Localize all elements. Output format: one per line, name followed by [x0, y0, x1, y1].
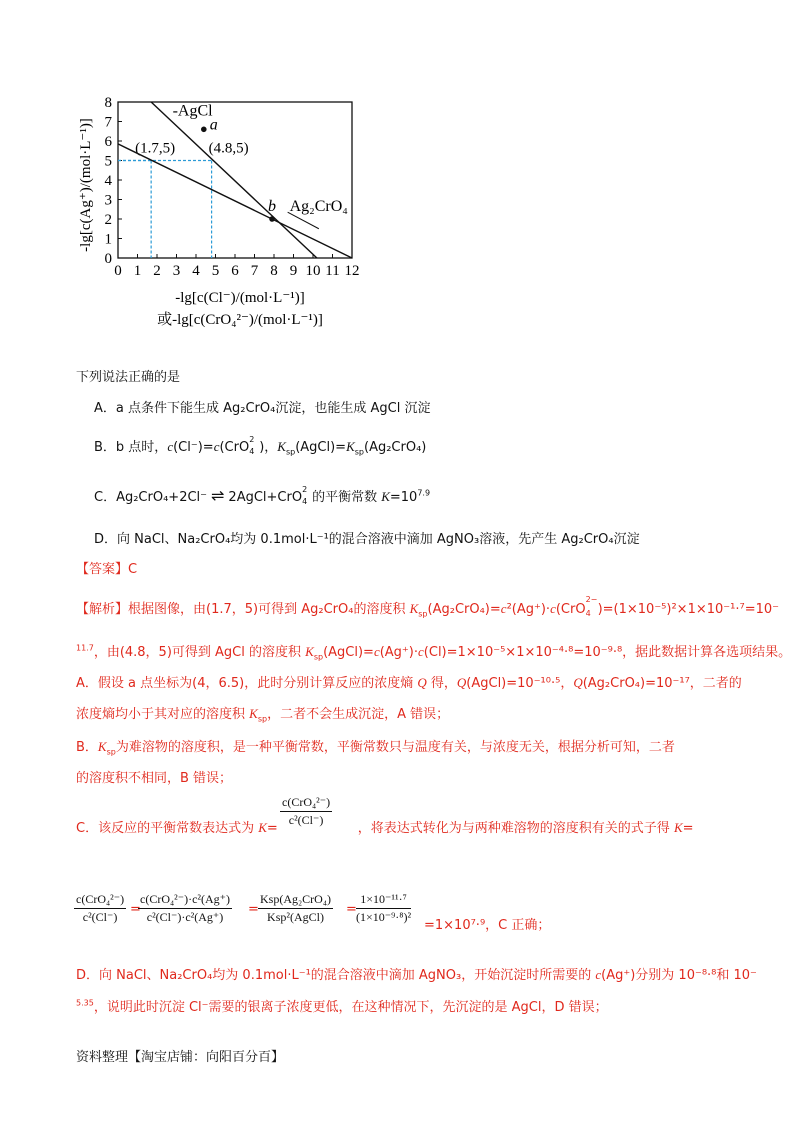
analysis-a-line-1: A．假设 a 点坐标为(4，6.5)，此时分别计算反应的浓度熵 Q 得，Q(AgCl)=10⁻¹⁰·⁵，Q(Ag₂CrO₄)=10⁻¹⁷，二者的 [76, 675, 742, 691]
fraction-2: c(CrO₄²⁻)·c²(Ag⁺) c²(Cl⁻)·c²(Ag⁺) [140, 892, 231, 924]
y-tick-label: 1 [104, 231, 112, 248]
analysis-d-line-2: $^{5.35}$，说明此时沉淀 Cl⁻需要的银离子浓度更低，在这种情况下，先沉淀的是 AgCl，D 错误； [76, 998, 608, 1015]
x-tick-label: 0 [114, 263, 122, 279]
data-point-a [201, 127, 207, 133]
analysis-c-line-1: C．该反应的平衡常数表达式为 K= ，将表达式转化为与两种难溶物的溶度积有关的式子得 K= [76, 820, 694, 836]
point-label-b: b [268, 198, 277, 215]
analysis-a-line-2: 浓度熵均小于其对应的溶度积 $K_{sp}$，二者不会生成沉淀，A 错误； [76, 706, 450, 724]
y-axis-label: -lg[c(Ag⁺)/(mol·L⁻¹)] [78, 118, 94, 252]
x-tick-label: 5 [211, 263, 220, 279]
x-axis-label-line1: -lg[c(Cl⁻)/(mol·L⁻¹)] [175, 290, 305, 306]
x-tick-label: 9 [289, 263, 298, 279]
point-label-a: a [209, 116, 218, 134]
option-a: A．a 点条件下能生成 Ag₂CrO₄沉淀，也能生成 AgCl 沉淀 [94, 401, 431, 416]
y-tick-label: 0 [104, 251, 112, 267]
x-tick-label: 1 [133, 263, 142, 279]
y-tick-label: 8 [104, 95, 112, 111]
x-tick-label: 11 [325, 263, 340, 279]
x-tick-label: 7 [250, 263, 259, 279]
option-d: D．向 NaCl、Na₂CrO₄均为 0.1mol·L⁻¹的混合溶液中滴加 AgNO₃溶液，先产生 Ag₂CrO₄沉淀 [94, 532, 640, 547]
x-tick-label: 8 [270, 263, 278, 279]
x-tick-label: 6 [231, 263, 239, 279]
analysis-line-1: 【解析】根据图像，由(1.7，5)可得到 Ag₂CrO₄的溶度积 $K_{sp}(Ag_2CrO_4)=c^2(Ag^+)\cdot c(CrO$ 2− 4 )=(1×10⁻⁵)²×1×10⁻¹·⁷=10⁻ [76, 595, 779, 619]
y-tick-label: 4 [104, 173, 112, 189]
y-tick-label: 2 [104, 212, 112, 228]
fraction-k-expression: c(CrO₄²⁻) c²(Cl⁻) [282, 795, 331, 827]
y-tick-label: 7 [104, 114, 112, 131]
series-label-agcl: -AgCl [172, 102, 213, 120]
x-tick-label: 4 [192, 263, 200, 279]
fraction-4: $\frac{\text{1×10⁻¹¹·⁷}}{\text{(1×10⁻⁹·⁸)²}}$ [356, 892, 412, 924]
analysis-b-line-2: 的溶度积不相同，B 错误； [76, 771, 233, 786]
x-axis-label-line2: 或-lg[c(CrO₄²⁻)/(mol·L⁻¹)] [157, 312, 323, 328]
guide-label: (1.7,5) [135, 140, 176, 157]
option-c: C．Ag₂CrO₄+2Cl⁻ ⇌ 2AgCl+CrO 2 4 的平衡常数 $K=10^{7.9}$ [94, 485, 431, 506]
y-tick-label: 3 [104, 192, 112, 209]
y-tick-label: 6 [104, 134, 112, 150]
analysis-b-line-1: B．$K_{sp}$为难溶物的溶度积，是一种平衡常数，平衡常数只与温度有关，与浓度无关，根据分析可知，二者 [76, 739, 675, 757]
fraction-1: c(CrO₄²⁻) c²(Cl⁻) [76, 892, 125, 924]
series-label-ag2cro4: Ag₂CrO₄ [289, 198, 348, 216]
y-tick-label: 5 [104, 153, 112, 170]
option-b: B．b 点时，c(Cl⁻)=c(CrO 2 4 )，$K_{sp}(AgCl)=K_{sp}(Ag_2CrO_4)$ [94, 435, 427, 457]
analysis-c-result: =1×10⁷·⁹，C 正确； [424, 918, 551, 933]
x-tick-label: 10 [305, 263, 321, 279]
footer-note: 资料整理【淘宝店铺：向阳百分百】 [76, 1050, 285, 1065]
fraction-3: Ksp(Ag₂CrO₄) Ksp²(AgCl) [260, 892, 332, 924]
x-tick-label: 12 [344, 263, 360, 279]
equals-2: = [248, 902, 259, 917]
series-line [151, 102, 317, 258]
equilibrium-arrow-icon: ⇌ [211, 486, 225, 505]
guide-label: (4.8,5) [208, 140, 249, 157]
data-point-b [269, 216, 275, 222]
analysis-line-2: $^{11.7}$，由(4.8，5)可得到 AgCl 的溶度积 $K_{sp}(AgCl)=c(Ag^+)\cdot c(Cl)=1\times 10^{-5}\times 1\times 10^{-4}\cdot^8=10^{-9}\cdot^8$，据此数据计算各选项结果。 [76, 643, 792, 662]
equals-1: = [130, 902, 141, 917]
question-stem: 下列说法正确的是 [76, 370, 181, 385]
analysis-d-line-1: D．向 NaCl、Na₂CrO₄均为 0.1mol·L⁻¹的混合溶液中滴加 AgNO₃，开始沉淀时所需要的 c(Ag⁺)分别为 10⁻⁸·⁸和 10⁻ [76, 967, 757, 983]
equals-3: = [346, 902, 357, 917]
x-tick-label: 2 [153, 263, 161, 279]
solubility-chart [60, 90, 380, 340]
x-tick-label: 3 [172, 263, 181, 279]
answer-line: 【答案】C [76, 562, 138, 577]
